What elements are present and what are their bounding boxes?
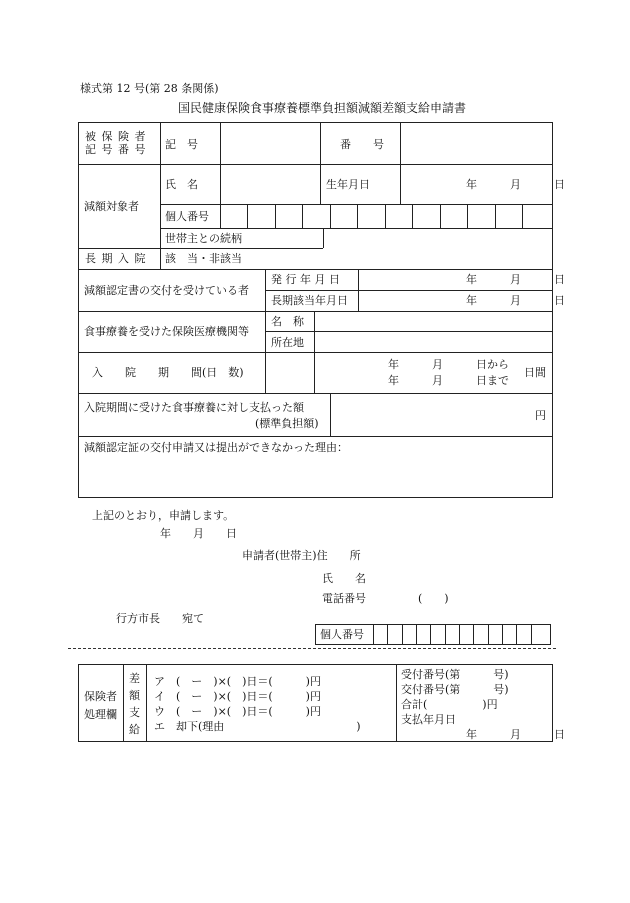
birthdate-label: 生年月日 bbox=[326, 178, 370, 191]
divider bbox=[445, 624, 446, 645]
calc-line: ア ( ー )×( )日＝( )円 bbox=[154, 675, 321, 688]
divider bbox=[265, 290, 553, 291]
divider bbox=[160, 228, 553, 229]
amount-unit: 円 bbox=[535, 409, 546, 422]
divider bbox=[488, 624, 489, 645]
applicant-name-label: 氏 名 bbox=[322, 572, 366, 585]
period-days: 日間 bbox=[524, 366, 546, 379]
name-label: 氏 名 bbox=[165, 178, 198, 191]
divider bbox=[396, 664, 397, 742]
divider bbox=[220, 122, 221, 204]
diff-char: 額 bbox=[129, 689, 140, 702]
divider bbox=[275, 204, 276, 228]
mynumber-label: 個人番号 bbox=[165, 210, 209, 223]
divider bbox=[440, 204, 441, 228]
diff-char: 給 bbox=[129, 723, 140, 736]
period-label: 入 院 期 間(日 数) bbox=[92, 366, 244, 379]
cert-long-label: 長期該当年月日 bbox=[271, 294, 348, 307]
receipt-number: 受付番号(第 号) bbox=[401, 668, 509, 681]
divider bbox=[247, 204, 248, 228]
divider bbox=[387, 624, 388, 645]
total-amount: 合計( )円 bbox=[401, 698, 498, 711]
diff-char: 支 bbox=[129, 706, 140, 719]
divider bbox=[516, 624, 517, 645]
office-label-2: 処理欄 bbox=[84, 708, 117, 721]
divider bbox=[330, 204, 331, 228]
cert-issue-date: 年 月 日 bbox=[466, 273, 565, 286]
calc-line: エ 却下(理由 ) bbox=[154, 720, 361, 733]
divider bbox=[373, 624, 374, 645]
divider bbox=[265, 269, 266, 393]
divider bbox=[265, 331, 553, 332]
cert-label: 減額認定書の交付を受けている者 bbox=[84, 284, 249, 297]
statement: 上記のとおり，申請します。 bbox=[92, 509, 235, 522]
page-title: 国民健康保険食事療養標準負担額減額差額支給申請書 bbox=[178, 101, 467, 115]
insured-symbol-label: 記 号 bbox=[165, 138, 198, 151]
divider bbox=[78, 311, 553, 312]
period-from: 年 月 日から bbox=[388, 358, 509, 371]
divider bbox=[146, 664, 147, 742]
divider bbox=[400, 122, 401, 204]
divider bbox=[78, 352, 553, 353]
application-date: 年 月 日 bbox=[160, 527, 237, 540]
mynumber-box-label: 個人番号 bbox=[320, 628, 364, 641]
long-stay-label: 長 期 入 院 bbox=[85, 252, 147, 265]
pay-date-label: 支払年月日 bbox=[401, 713, 456, 726]
divider bbox=[302, 204, 303, 228]
diff-char: 差 bbox=[129, 672, 140, 685]
divider bbox=[385, 204, 386, 228]
form-number: 様式第 12 号(第 28 条関係) bbox=[80, 82, 219, 95]
divider bbox=[323, 228, 324, 248]
divider bbox=[220, 204, 221, 228]
divider bbox=[78, 269, 553, 270]
divider bbox=[78, 393, 553, 394]
amount-label: 入院期間に受けた食事療養に対し支払った額 bbox=[84, 401, 304, 414]
divider bbox=[402, 624, 403, 645]
divider bbox=[314, 311, 315, 393]
reason-label: 減額認定証の交付申請又は提出ができなかった理由： bbox=[84, 441, 348, 454]
relation-label: 世帯主との続柄 bbox=[165, 232, 242, 245]
divider bbox=[412, 204, 413, 228]
birthdate-value: 年 月 日 bbox=[466, 178, 565, 191]
divider bbox=[459, 624, 460, 645]
divider bbox=[78, 436, 553, 437]
applicant-address-label: 申請者(世帯主)住 所 bbox=[242, 549, 361, 562]
amount-label-sub: (標準負担額) bbox=[255, 417, 319, 430]
cert-issue-label: 発 行 年 月 日 bbox=[271, 273, 340, 286]
divider bbox=[416, 624, 417, 645]
institution-address-label: 所在地 bbox=[271, 336, 304, 349]
period-to: 年 月 日まで bbox=[388, 374, 509, 387]
divider bbox=[78, 248, 323, 249]
divider bbox=[495, 204, 496, 228]
divider bbox=[330, 393, 331, 436]
divider bbox=[430, 624, 431, 645]
divider bbox=[160, 122, 161, 269]
divider bbox=[320, 122, 321, 204]
target-person-label: 減額対象者 bbox=[84, 200, 139, 213]
calc-line: ウ ( ー )×( )日＝( )円 bbox=[154, 705, 321, 718]
institution-label: 食事療養を受けた保険医療機関等 bbox=[84, 325, 249, 338]
issue-number: 交付番号(第 号) bbox=[401, 683, 509, 696]
divider bbox=[522, 204, 523, 228]
divider bbox=[502, 624, 503, 645]
cert-long-date: 年 月 日 bbox=[466, 294, 565, 307]
applicant-phone-label: 電話番号 bbox=[322, 592, 366, 605]
applicant-phone-paren: ( ) bbox=[418, 592, 449, 605]
divider bbox=[358, 269, 359, 311]
office-label-1: 保険者 bbox=[84, 690, 117, 703]
divider bbox=[473, 624, 474, 645]
cut-line bbox=[68, 648, 556, 649]
institution-name-label: 名 称 bbox=[271, 315, 304, 328]
divider bbox=[357, 204, 358, 228]
addressee: 行方市長 宛て bbox=[116, 612, 204, 625]
pay-date-value: 年 月 日 bbox=[466, 728, 565, 741]
divider bbox=[531, 624, 532, 645]
divider bbox=[78, 164, 553, 165]
divider bbox=[467, 204, 468, 228]
insured-label: 被 保 険 者 記 号 番 号 bbox=[85, 130, 147, 156]
divider bbox=[123, 664, 124, 742]
long-stay-value: 該 当・非該当 bbox=[165, 252, 242, 265]
calc-line: イ ( ー )×( )日＝( )円 bbox=[154, 690, 321, 703]
insured-number-label: 番 号 bbox=[340, 138, 384, 151]
